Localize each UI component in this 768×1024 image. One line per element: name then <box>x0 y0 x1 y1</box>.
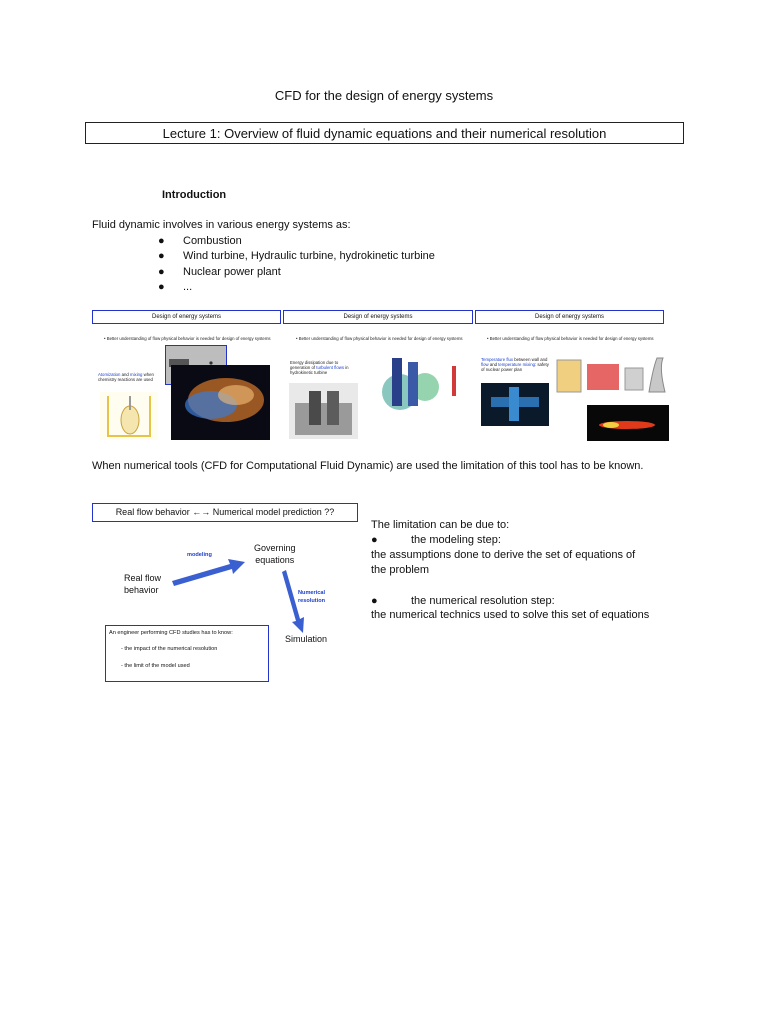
engineer-box <box>105 625 269 682</box>
mixing-simulation-image <box>481 383 549 426</box>
temperature-field-image <box>587 405 669 441</box>
governing-equations-label: Governing equations <box>254 543 296 565</box>
list-item: - the limit of the model used <box>121 663 190 669</box>
bullet-icon: ● <box>158 280 165 293</box>
numerical-tools-text: When numerical tools (CFD for Computational Fluid Dynamic) are used the limitation of this tool has to be known. <box>92 460 644 472</box>
limitation-item-1-desc: the assumptions done to derive the set of equations of <box>371 549 636 561</box>
flame-simulation-image <box>171 365 270 440</box>
modeling-label: modeling <box>187 552 212 558</box>
panel-2-bullet: • Better understanding of flow physical behavior is needed for design of energy systems <box>296 336 463 341</box>
panel-3-caption: Temperature flux between wall and flow and temperature mixing: safety of nuclear power plan <box>481 357 549 372</box>
simulation-label: Simulation <box>285 634 328 644</box>
bullet-icon: ● <box>371 595 378 607</box>
introduction-heading: Introduction <box>162 189 227 201</box>
panel-1-bullet: • Better understanding of flow physical behavior is needed for design of energy systems <box>104 336 271 341</box>
engineer-box-heading: An engineer performing CFD studies has to know: <box>109 630 233 636</box>
limitation-item-2: ● the numerical resolution step: <box>371 595 555 607</box>
limitation-intro: The limitation can be due to: <box>371 519 510 531</box>
panel-2-header: Design of energy systems <box>283 310 473 324</box>
limitation-item-1: ● the modeling step: <box>371 534 501 546</box>
fluid-intro-text: Fluid dynamic involves in various energy systems as: <box>92 219 351 231</box>
bullet-icon: ● <box>158 235 165 247</box>
real-vs-model-box: Real flow behavior ←→ Numerical model prediction ?? <box>92 503 358 522</box>
limitation-item-2-desc: the numerical technics used to solve this set of equations <box>371 609 650 621</box>
panel-3-bullet: • Better understanding of flow physical behavior is needed for design of energy systems <box>487 336 654 341</box>
panel-1-header: Design of energy systems <box>92 310 281 324</box>
real-flow-label: Real flow behavior <box>124 573 162 595</box>
hydrokinetic-turbine-image <box>289 383 358 439</box>
panel-1-caption: Atomization and mixing when chemistry reactions are used <box>98 372 154 382</box>
list-item: - the impact of the numerical resolution <box>121 646 218 652</box>
modeling-arrow-icon <box>170 555 250 587</box>
document-title: CFD for the design of energy systems <box>274 88 494 103</box>
bullet-icon: ● <box>371 534 378 546</box>
panel-2-caption: Energy dissipation due to generation of turbulent flows in hydrokinetic turbine <box>290 360 349 375</box>
burner-diagram-image <box>100 392 158 440</box>
nuclear-plant-diagram-image <box>553 348 669 406</box>
panel-3-header: Design of energy systems <box>475 310 664 324</box>
numerical-resolution-label: Numerical resolution <box>298 590 326 604</box>
turbulent-flow-simulation-image <box>370 352 468 418</box>
numerical-resolution-arrow-icon <box>278 569 308 635</box>
bullet-icon: ● <box>158 250 165 263</box>
limitation-item-1-desc-cont: the problem <box>371 564 430 576</box>
bullet-icon: ● <box>158 265 165 278</box>
lecture-title-box: Lecture 1: Overview of fluid dynamic equations and their numerical resolution <box>85 122 684 144</box>
